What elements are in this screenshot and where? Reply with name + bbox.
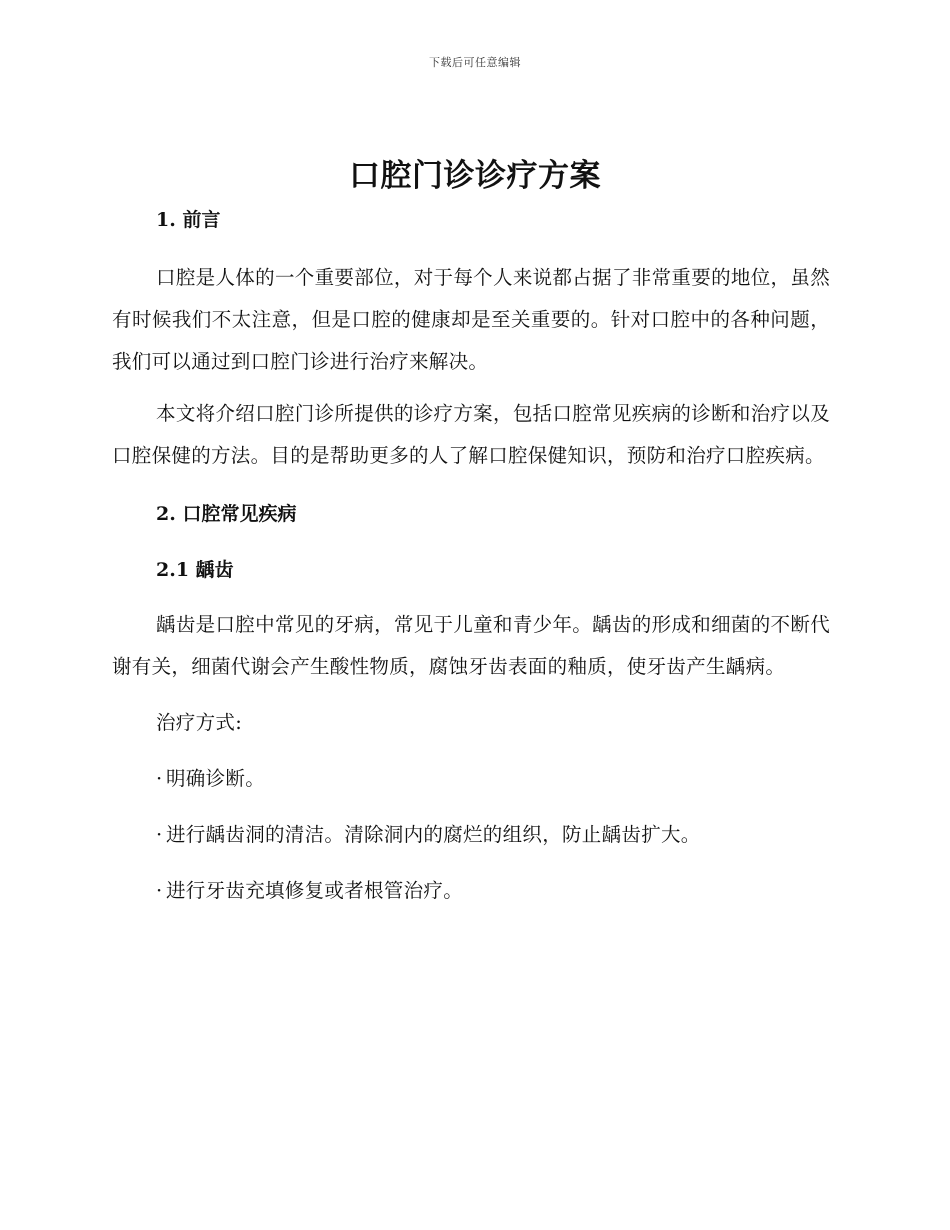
bullet-dot: ·: [156, 767, 163, 790]
treatment-bullet: [112, 876, 830, 906]
treatment-label: 治疗方式:: [156, 711, 243, 734]
document-title: 口腔门诊诊疗方案: [349, 158, 601, 194]
bullet-dot: ·: [156, 879, 163, 902]
treatment-bullet: [112, 820, 830, 850]
bullet-text: 明确诊断。: [166, 767, 266, 790]
bullet-text: 进行牙齿充填修复或者根管治疗。: [166, 879, 464, 902]
header-note: 下载后可任意编辑: [429, 56, 521, 69]
bullet-text: 进行龋齿洞的清洁。清除洞内的腐烂的组织，防止龋齿扩大。: [166, 823, 701, 846]
preface-paragraph-1: 口腔是人体的一个重要部位，对于每个人来说都占据了非常重要的地位，虽然有时候我们不太注意，但是口腔的健康却是至关重要的。针对口腔中的各种问题，我们可以通过到口腔门诊进行治疗来解决。: [112, 266, 830, 373]
section-heading-preface: 1. 前言: [156, 209, 221, 231]
subsection-heading-caries: 2.1 龋齿: [156, 559, 234, 581]
bullet-dot: ·: [156, 823, 163, 846]
treatment-bullet: [112, 764, 830, 794]
section-heading-common-diseases: 2. 口腔常见疾病: [156, 503, 297, 525]
document-body: [112, 205, 830, 906]
preface-paragraph-2: 本文将介绍口腔门诊所提供的诊疗方案，包括口腔常见疾病的诊断和治疗以及口腔保健的方法。目的是帮助更多的人了解口腔保健知识，预防和治疗口腔疾病。: [112, 402, 830, 467]
caries-paragraph: 龋齿是口腔中常见的牙病，常见于儿童和青少年。龋齿的形成和细菌的不断代谢有关，细菌代谢会产生酸性物质，腐蚀牙齿表面的釉质，使牙齿产生龋病。: [112, 613, 830, 678]
